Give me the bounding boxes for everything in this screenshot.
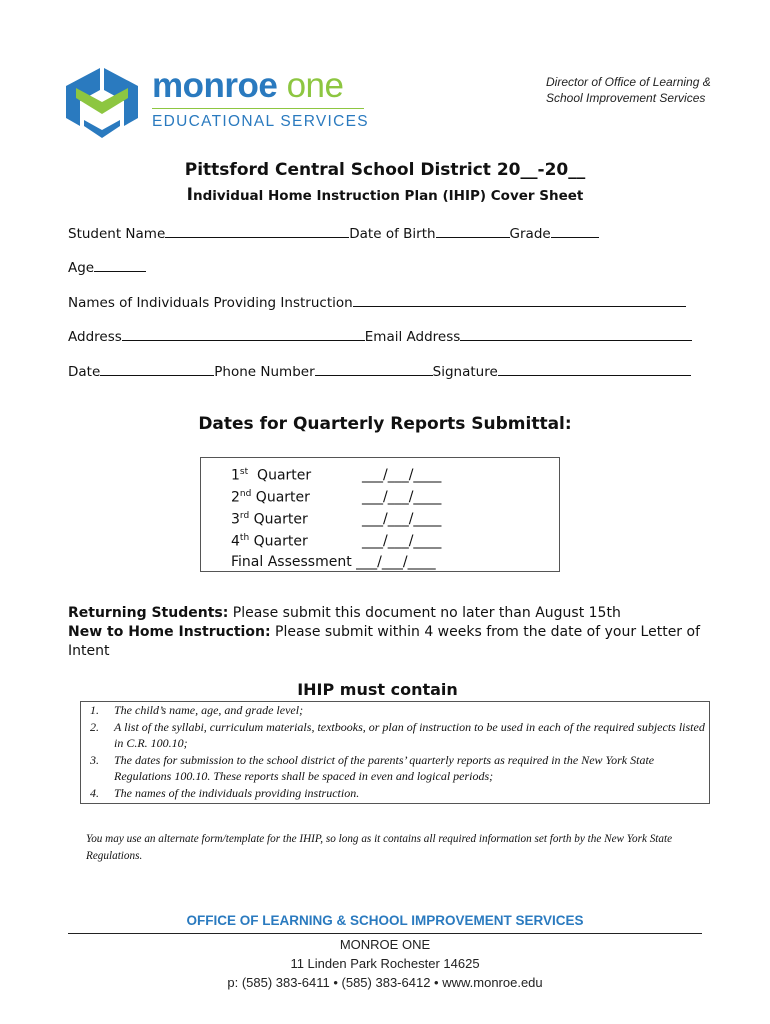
phone-label: Phone Number	[214, 364, 315, 380]
list-item: 3. The dates for submission to the school district of the parents’ quarterly reports as required in the New York State Regulations 100.10. These reports shall be spaced in even and logical periods;	[90, 752, 655, 784]
logo-subtitle: EDUCATIONAL SERVICES	[152, 113, 369, 130]
logo-wordmark: monroe one	[152, 66, 344, 105]
instructors-label: Names of Individuals Providing Instruction	[68, 295, 353, 311]
quarter-row-1: 1st Quarter ___/___/____	[231, 467, 442, 484]
age-line	[68, 259, 146, 276]
age-field[interactable]	[94, 259, 146, 272]
quarter-3-date-field[interactable]: ___/___/____	[362, 511, 442, 527]
footer-office-title: OFFICE OF LEARNING & SCHOOL IMPROVEMENT SERVICES	[186, 913, 584, 928]
quarter-1-date-field[interactable]: ___/___/____	[362, 467, 442, 483]
ihip-requirements-list	[81, 702, 709, 802]
age-label: Age	[68, 260, 95, 276]
quarter-2-date-field[interactable]: ___/___/____	[362, 489, 442, 505]
list-item: 2. A list of the syllabi, curriculum materials, textbooks, or plan of instruction to be used in each of the required subjects listed in C.R. 100.10;	[90, 719, 705, 751]
address-field[interactable]	[122, 328, 365, 341]
student-name-field[interactable]	[165, 225, 349, 238]
quarterly-heading: Dates for Quarterly Reports Submittal:	[198, 414, 572, 434]
email-field[interactable]	[460, 328, 692, 341]
address-line	[68, 328, 692, 345]
monroe-one-logo-mark	[66, 68, 138, 138]
student-info-line	[68, 225, 599, 242]
page-subtitle: Individual Home Instruction Plan (IHIP) Cover Sheet	[186, 185, 584, 205]
date-phone-signature-line	[68, 363, 691, 380]
phone-field[interactable]	[315, 363, 433, 376]
quarter-row-2: 2nd Quarter ___/___/____	[231, 489, 442, 506]
ihip-requirements-box	[80, 701, 710, 804]
page-title: Pittsford Central School District 20__-20__	[184, 160, 586, 180]
grade-field[interactable]	[551, 225, 599, 238]
quarter-row-4: 4th Quarter ___/___/____	[231, 533, 442, 550]
footer-divider	[68, 933, 702, 934]
final-assessment-date-field[interactable]: ___/___/____	[356, 554, 436, 570]
signature-field[interactable]	[498, 363, 691, 376]
instructors-line	[68, 294, 686, 311]
dob-field[interactable]	[436, 225, 510, 238]
date-label: Date	[68, 364, 101, 380]
quarter-4-date-field[interactable]: ___/___/____	[362, 533, 442, 549]
director-title: Director of Office of Learning & School Improvement Services	[546, 75, 711, 105]
alternate-form-note: You may use an alternate form/template for the IHIP, so long as it contains all required information set forth by the New York State Regulations.	[86, 833, 673, 862]
footer-contact: p: (585) 383-6411 • (585) 383-6412 • www.monroe.edu	[227, 975, 543, 990]
signature-label: Signature	[432, 364, 498, 380]
footer-org: MONROE ONE	[339, 937, 431, 952]
email-label: Email Address	[364, 329, 461, 345]
grade-label: Grade	[509, 226, 551, 242]
dob-label: Date of Birth	[349, 226, 436, 242]
ihip-heading: IHIP must contain	[297, 680, 458, 699]
footer-address: 11 Linden Park Rochester 14625	[290, 956, 480, 971]
final-assessment-row: Final Assessment ___/___/____	[231, 554, 436, 570]
list-item: 1. The child’s name, age, and grade level;	[90, 703, 304, 717]
list-item: 4. The names of the individuals providing instruction.	[90, 785, 360, 800]
date-field[interactable]	[100, 363, 214, 376]
quarter-row-3: 3rd Quarter ___/___/____	[231, 511, 442, 528]
quarterly-box	[200, 457, 560, 572]
logo-divider	[152, 108, 364, 109]
instructors-field[interactable]	[353, 294, 686, 307]
student-name-label: Student Name	[68, 226, 166, 242]
submission-instructions: Returning Students: Please submit this document no later than August 15th New to Home Instruction: Please submit within 4 weeks from the date of your Letter of Intent	[68, 605, 701, 659]
address-label: Address	[68, 329, 122, 345]
